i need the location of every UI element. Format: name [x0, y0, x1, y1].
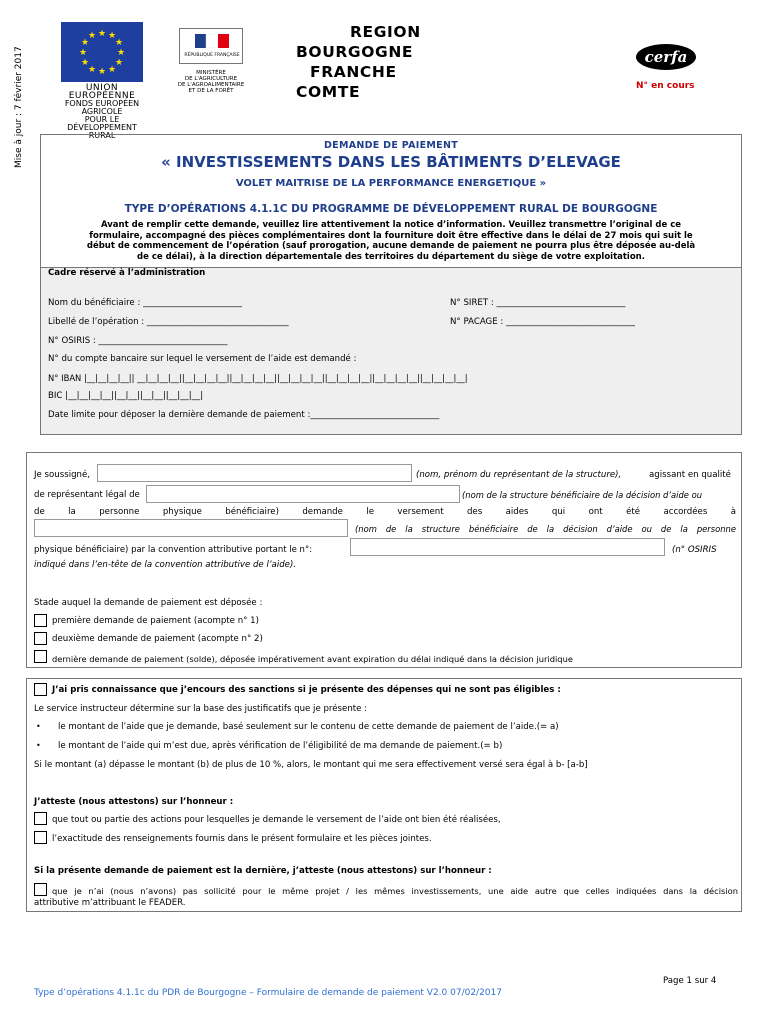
final-payment-checkbox[interactable] [34, 650, 47, 663]
eu-flag-logo [61, 22, 143, 82]
entete-hint: indiqué dans l’en-tête de la convention attributive de l’aide). [34, 560, 297, 570]
svg-text:★: ★ [97, 29, 107, 39]
beneficiary-structure-input[interactable] [34, 519, 348, 537]
update-date: Mise à jour : 7 février 2017 [14, 46, 24, 168]
svg-text:★: ★ [87, 65, 97, 75]
operation-type: TYPE D’OPÉRATIONS 4.1.1C DU PROGRAMME DE DÉVELOPPEMENT RURAL DE BOURGOGNE [124, 203, 658, 215]
siret-field: N° SIRET : ______________________________ [450, 298, 626, 308]
first-payment-checkbox[interactable] [34, 614, 47, 627]
actions-realised-checkbox[interactable] [34, 812, 47, 825]
second-payment-label: deuxième demande de paiement (acompte n° 2) [52, 634, 263, 644]
structure-hint: (nom de la structure bénéficiaire de la décision d’aide ou [462, 490, 703, 500]
representative-name-input[interactable] [97, 464, 412, 482]
no-other-aid-checkbox[interactable] [34, 883, 47, 896]
honour-heading: J’atteste (nous attestons) sur l’honneur : [34, 797, 234, 807]
svg-text:★: ★ [87, 31, 97, 41]
convention-label: physique bénéficiaire) par la convention attributive portant le n°: [34, 545, 313, 555]
svg-text:★: ★ [97, 67, 107, 77]
bullet-icon: • [36, 722, 41, 731]
document-subtitle: DEMANDE DE PAIEMENT [323, 140, 459, 151]
svg-text:★: ★ [107, 31, 117, 41]
sanctions-checkbox[interactable] [34, 683, 47, 696]
svg-text:★: ★ [114, 58, 124, 68]
svg-text:★: ★ [80, 38, 90, 48]
marianne-logo [195, 34, 229, 52]
ministry-caption: MINISTÈRE DE L'AGRICULTURE DE L'AGROALIMENTAIRE ET DE LA FORÊT [177, 70, 245, 94]
svg-text:★: ★ [114, 38, 124, 48]
accuracy-label: l’exactitude des renseignements fournis dans le présent formulaire et les pièces jointes. [52, 834, 432, 844]
region-logo: REGION BOURGOGNE FRANCHE COMTE [296, 23, 421, 101]
page-number: Page 1 sur 4 [663, 976, 717, 986]
no-other-aid-label: que je n’ai (nous n’avons) pas sollicité pour le même projet / les mêmes investissements, une aide autre que celles indiquées dans la décision [52, 886, 738, 896]
second-payment-checkbox[interactable] [34, 632, 47, 645]
bullet-icon: • [36, 741, 41, 750]
versement-line: de la personne physique bénéficiaire) demande le versement des aides qui ont été accordées à [34, 507, 736, 517]
svg-text:★: ★ [80, 58, 90, 68]
document-volet: VOLET MAITRISE DE LA PERFORMANCE ENERGETIQUE » [235, 178, 547, 189]
osiris-field: N° OSIRIS : ______________________________ [48, 336, 228, 346]
sanctions-heading: J’ai pris connaissance que j’encours des sanctions si je présente des dépenses qui ne sont pas éligibles : [52, 685, 561, 695]
pacage-field: N° PACAGE : ______________________________ [450, 317, 635, 327]
iban-field: N° IBAN |__|__|__|__|| __|__|__|__||__|__|__|__||__|__|__|__||__|__|__|__||__|__|__|__||__|__|__|__||__|__|__|__| [48, 373, 468, 383]
svg-text:★: ★ [116, 48, 126, 58]
footer-text: Type d’opérations 4.1.1c du PDR de Bourgogne – Formulaire de demande de paiement V2.0 07/02/2017 [34, 988, 502, 998]
republique-label: RÉPUBLIQUE FRANÇAISE [184, 53, 240, 58]
penalty-rule: Si le montant (a) dépasse le montant (b) de plus de 10 %, alors, le montant qui me sera effectivement versé sera égal à b- [a-b] [34, 760, 588, 770]
osiris-hint: (n° OSIRIS [672, 545, 717, 555]
svg-text:★: ★ [78, 48, 88, 58]
representant-label: de représentant légal de [34, 490, 140, 500]
amount-b-text: le montant de l’aide qui m’est due, après vérification de l’éligibilité de ma demande de paiement.(= b) [58, 741, 503, 751]
name-hint: (nom, prénom du représentant de la structure), [416, 470, 622, 480]
admin-heading: Cadre réservé à l’administration [48, 268, 206, 278]
accuracy-checkbox[interactable] [34, 831, 47, 844]
convention-number-input[interactable] [350, 538, 665, 556]
deadline-field: Date limite pour déposer la dernière demande de paiement :______________________________ [48, 410, 440, 420]
document-title: « INVESTISSEMENTS DANS LES BÂTIMENTS D’ELEVAGE [161, 153, 621, 171]
actions-realised-label: que tout ou partie des actions pour lesquelles je demande le versement de l’aide ont bien été réalisées, [52, 815, 501, 825]
eu-caption: UNION EUROPÉENNE FONDS EUROPÉEN AGRICOLE POUR LE DÉVELOPPEMENT RURAL [64, 83, 140, 140]
no-other-aid-label-cont: attributive m’attribuant le FEADER. [34, 898, 186, 908]
bank-account-label: N° du compte bancaire sur lequel le versement de l’aide est demandé : [48, 354, 357, 364]
structure-hint-2: (nom de la structure bénéficiaire de la décision d’aide ou de la personne [355, 524, 736, 534]
first-payment-label: première demande de paiement (acompte n° 1) [52, 616, 259, 626]
bic-field: BIC |__|__|__|__||__|__||__|__||__|__|__| [48, 391, 204, 401]
beneficiary-name-field: Nom du bénéficiaire : _______________________ [48, 298, 242, 308]
je-soussigne-label: Je soussigné, [34, 470, 90, 480]
service-label: Le service instructeur détermine sur la base des justificatifs que je présente : [34, 704, 368, 714]
cerfa-logo: cerfa [636, 44, 696, 70]
agissant-label: agissant en qualité [649, 470, 731, 480]
structure-name-input[interactable] [146, 485, 460, 503]
cerfa-number: N° en cours [636, 81, 695, 91]
stage-label: Stade auquel la demande de paiement est déposée : [34, 598, 263, 608]
svg-text:★: ★ [107, 65, 117, 75]
instructions-notice: Avant de remplir cette demande, veuillez lire attentivement la notice d’information. Veuillez transmettre l’original de ce formulaire, accompagné des pièces complémentaires dont la fourniture doit être effective dans le délai de 27 mois qui suit le début de commencement de l’opération (sauf prorogation, aucune demande de paiement ne pourra plus être déposée au-delà de ce délai), à la direction départementale des territoires du département du siège de votre exploitation. [86, 220, 696, 262]
final-payment-label: dernière demande de paiement (solde), déposée impérativement avant expiration du délai indiqué dans la décision juridique [52, 654, 573, 664]
operation-label-field: Libellé de l’opération : _________________________________ [48, 317, 289, 327]
amount-a-text: le montant de l’aide que je demande, basé seulement sur le contenu de cette demande de paiement de l’aide.(= a) [58, 722, 559, 732]
final-honour-heading: Si la présente demande de paiement est la dernière, j’atteste (nous attestons) sur l’honneur : [34, 866, 492, 876]
